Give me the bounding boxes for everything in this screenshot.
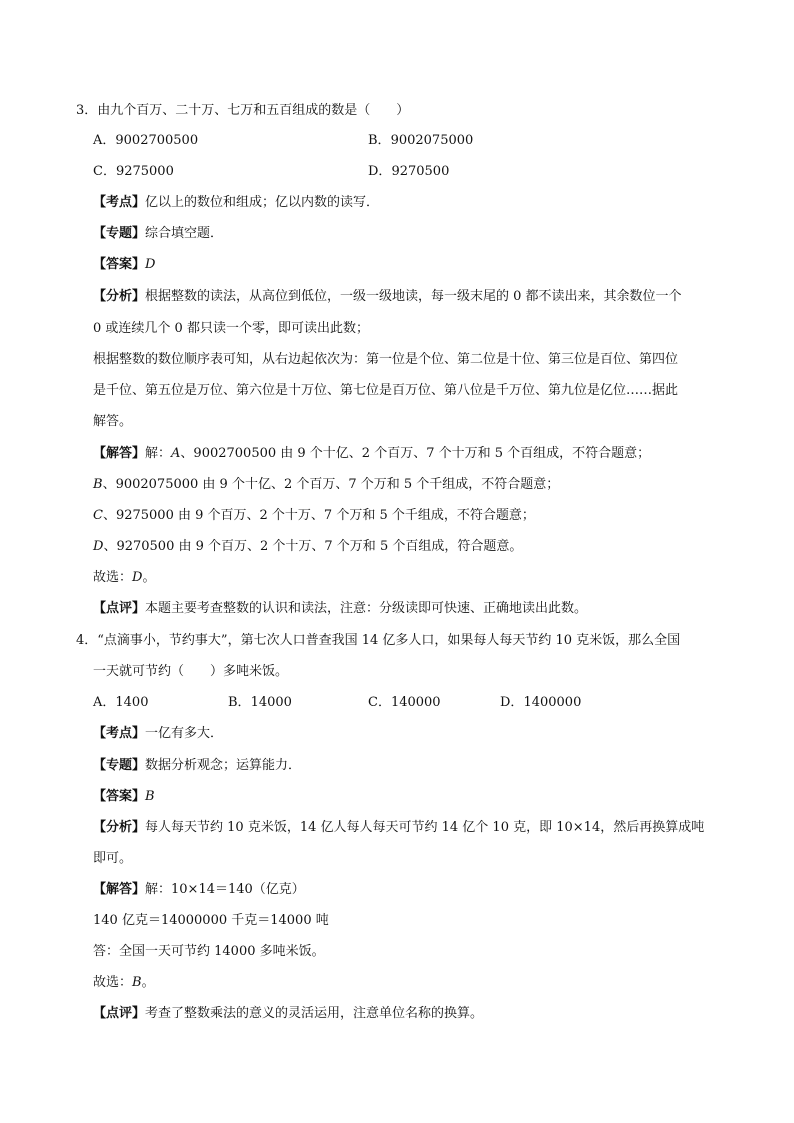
- dianping-tag: 【点评】: [93, 601, 146, 616]
- zhuanti-text: 综合填空题．: [145, 226, 224, 241]
- fenxi-text: 根据整数的读法，从高位到低位，一级一级地读，每一级末尾的 0 都不读出来，其余数位一个: [145, 289, 682, 304]
- fenxi-line: [93, 288, 682, 306]
- option-label: D．: [500, 695, 524, 710]
- option-text: 9275000: [115, 164, 174, 179]
- question-number: 4．: [76, 633, 98, 648]
- fenxi-text: 每人每天节约 10 克米饭，14 亿人每人每天可节约 14 亿个 10 克，即 10×14，然后再换算成吨: [145, 820, 705, 835]
- option-b: [228, 694, 292, 712]
- answer-text: B: [145, 789, 155, 804]
- kaodian-tag: 【考点】: [93, 195, 146, 210]
- fenxi-tag: 【分析】: [93, 820, 146, 835]
- guxuan-text: 。: [142, 570, 156, 585]
- question-text: “点滴事小，节约事大”，第七次人口普查我国 14 亿多人口，如果每人每天节约 10 克米饭，那么全国: [97, 633, 681, 648]
- zhuanti-text: 数据分析观念；运算能力．: [145, 758, 302, 773]
- jieda-line: 140 亿克＝14000000 千克＝14000 吨: [93, 913, 329, 928]
- kaodian-line: [93, 725, 223, 743]
- fenxi-line: 解答。: [93, 414, 133, 429]
- guxuan-line: [93, 974, 155, 992]
- dianping-tag: 【点评】: [93, 1006, 146, 1021]
- jieda-text: 、9275000 由 9 个百万、2 个十万、7 个万和 5 个千组成，不符合题意；: [102, 508, 535, 523]
- option-text: 1400000: [523, 695, 582, 710]
- jieda-text: 、9270500 由 9 个百万、2 个十万、7 个万和 5 个百组成，符合题意。: [103, 539, 523, 554]
- fenxi-line: 根据整数的数位顺序表可知，从右边起依次为：第一位是个位、第二位是十位、第三位是百位、第四位: [93, 352, 679, 367]
- jieda-line: [93, 881, 305, 899]
- jieda-line: [93, 476, 559, 494]
- dianping-text: 考查了整数乘法的意义的灵活运用，注意单位名称的换算。: [145, 1006, 484, 1021]
- fenxi-line: [93, 819, 704, 837]
- dianping-text: 本题主要考查整数的认识和读法，注意：分级读即可快速、正确地读出此数。: [145, 601, 588, 616]
- dianping-line: [93, 600, 587, 618]
- jieda-line: 答：全国一天可节约 14000 多吨米饭。: [93, 944, 325, 959]
- option-label: C．: [93, 164, 116, 179]
- jieda-text: 解：: [145, 446, 172, 461]
- option-b: [368, 132, 473, 150]
- jieda-option-letter: A: [171, 446, 181, 461]
- jieda-tag: 【解答】: [93, 446, 146, 461]
- kaodian-text: 亿以上的数位和组成；亿以内数的读写．: [145, 195, 380, 210]
- zhuanti-line: [93, 757, 301, 775]
- guxuan-text: 。: [141, 975, 155, 990]
- guxuan-text: 故选：: [93, 570, 133, 585]
- guxuan-letter: D: [132, 570, 143, 585]
- answer-tag: 【答案】: [93, 257, 146, 272]
- jieda-line: [93, 445, 650, 463]
- option-text: 9002075000: [390, 133, 474, 148]
- option-text: 1400: [115, 695, 149, 710]
- jieda-line: [93, 507, 535, 525]
- zhuanti-line: [93, 225, 223, 243]
- answer-text: D: [145, 257, 156, 272]
- option-label: D．: [368, 164, 392, 179]
- question-3-stem: [76, 102, 409, 120]
- kaodian-line: [93, 194, 379, 212]
- question-text: 由九个百万、二十万、七万和五百组成的数是（ ）: [97, 103, 410, 118]
- jieda-text: 、9002075000 由 9 个十亿、2 个百万、7 个万和 5 个千组成，不符合题意；: [102, 477, 560, 492]
- kaodian-tag: 【考点】: [93, 726, 146, 741]
- jieda-tag: 【解答】: [93, 882, 146, 897]
- jieda-option-letter: C: [93, 508, 103, 523]
- guxuan-line: [93, 569, 155, 587]
- fenxi-tag: 【分析】: [93, 289, 146, 304]
- question-number: 3．: [76, 103, 98, 118]
- option-c: [93, 163, 174, 181]
- option-c: [368, 694, 441, 712]
- jieda-text: 解：10×14＝140（亿克）: [145, 882, 305, 897]
- dianping-line: [93, 1005, 483, 1023]
- fenxi-line: 即可。: [93, 851, 133, 866]
- option-text: 140000: [390, 695, 441, 710]
- option-label: C．: [368, 695, 391, 710]
- jieda-option-letter: D: [93, 539, 104, 554]
- option-label: A．: [93, 695, 116, 710]
- option-d: [500, 694, 581, 712]
- jieda-option-letter: B: [93, 477, 103, 492]
- option-label: A．: [93, 133, 116, 148]
- option-label: B．: [228, 695, 251, 710]
- fenxi-line: 0 或连续几个 0 都只读一个零，即可读出此数；: [93, 321, 369, 336]
- option-text: 14000: [250, 695, 292, 710]
- kaodian-text: 一亿有多大．: [145, 726, 224, 741]
- answer-line: [93, 256, 155, 274]
- guxuan-text: 故选：: [93, 975, 133, 990]
- option-text: 9270500: [391, 164, 450, 179]
- option-a: [93, 132, 198, 150]
- answer-line: [93, 788, 155, 806]
- fenxi-line: 是千位、第五位是万位、第六位是十万位、第七位是百万位、第八位是千万位、第九位是亿位……据此: [93, 383, 679, 398]
- answer-tag: 【答案】: [93, 789, 146, 804]
- option-label: B．: [368, 133, 391, 148]
- zhuanti-tag: 【专题】: [93, 758, 146, 773]
- jieda-text: 、9002700500 由 9 个十亿、2 个百万、7 个十万和 5 个百组成，不符合题意；: [180, 446, 651, 461]
- zhuanti-tag: 【专题】: [93, 226, 146, 241]
- question-text-line: 一天就可节约（ ）多吨米饭。: [93, 664, 289, 679]
- option-d: [368, 163, 449, 181]
- question-4-stem: [76, 632, 680, 650]
- option-text: 9002700500: [115, 133, 199, 148]
- option-a: [93, 694, 148, 712]
- jieda-line: [93, 538, 522, 556]
- guxuan-letter: B: [132, 975, 142, 990]
